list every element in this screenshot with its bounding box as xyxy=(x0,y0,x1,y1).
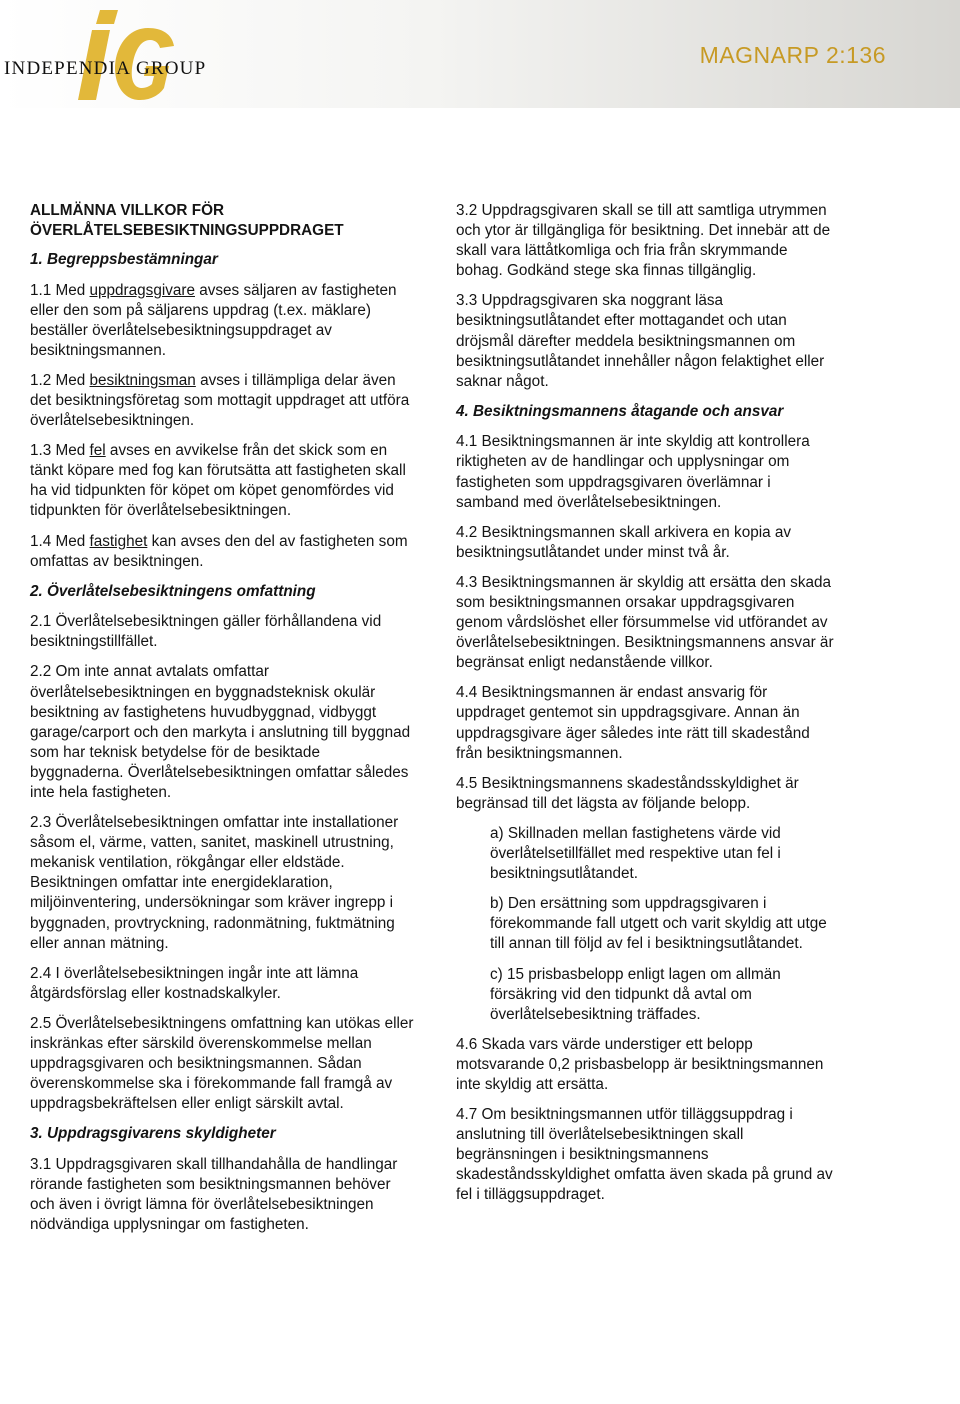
paragraph-4-2: 4.2 Besiktningsmannen skall arkivera en kopia av besiktningsutlåtandet under minst två år. xyxy=(456,523,792,561)
section-2-heading: 2. Överlåtelsebesiktningens omfattning xyxy=(30,582,316,600)
term-fel: fel xyxy=(89,442,106,460)
paragraph-2-5: 2.5 Överlåtelsebesiktningens omfattning kan utökas eller inskränkas efter särskild överenskommelse mellan uppdragsgivaren och besiktningsmannen. Sådan överenskommelse ska i förekommande fall framgå av uppdragsbekräftelsen eller enligt särskilt avtal. xyxy=(30,1014,414,1113)
paragraph-4-5-a: a) Skillnaden mellan fastighetens värde vid överlåtelsetillfället med respektive utan fel i besiktningsutlåtandet. xyxy=(490,824,781,883)
paragraph-4-6: 4.6 Skada vars värde understiger ett belopp motsvarande 0,2 prisbasbelopp är besiktningsmannen inte skyldig att ersätta. xyxy=(456,1035,824,1093)
term-fastighet: fastighet xyxy=(89,532,148,550)
paragraph-2-4: 2.4 I överlåtelsebesiktningen ingår inte att lämna åtgärdsförslag eller kostnadskalkyler. xyxy=(30,964,359,1002)
section-1-heading: 1. Begreppsbestämningar xyxy=(30,251,218,268)
paragraph-1-1: 1.1 Med uppdragsgivare avses säljaren av fastigheten eller den som på säljarens uppdrag (t.ex. mäklare) beställer överlåtelsebesiktningsuppdraget av besiktningsmannen. xyxy=(30,281,397,359)
right-column xyxy=(456,201,836,1216)
paragraph-4-5-b: b) Den ersättning som uppdragsgivaren i förekommande fall utgett och varit skyldig att utge till annan till följd av fel i besiktningsutlåtandet. xyxy=(490,895,827,953)
paragraph-1-4: 1.4 Med fastighet kan avses den del av fastigheten som omfattas av besiktningen. xyxy=(30,532,408,570)
paragraph-4-7: 4.7 Om besiktningsmannen utför tilläggsuppdrag i anslutning till överlåtelsebesiktningen skall begränsningen i besiktningsmannens skadeståndsskyldighet omfatta även skada på grund av fel i tilläggsuppdraget. xyxy=(456,1106,833,1204)
term-besiktningsman: besiktningsman xyxy=(89,371,196,389)
page-header xyxy=(0,0,960,110)
paragraph-3-2: 3.2 Uppdragsgivaren skall se till att samtliga utrymmen och ytor är tillgängliga för besiktning. Det innebär att de skall vara lättåtkomliga och fria från skrymmande bohag. Godkänd stege ska finnas tillgänglig. xyxy=(456,202,831,280)
title-line-2: ÖVERLÅTELSEBESIKTNINGSUPPDRAGET xyxy=(30,221,344,239)
paragraph-1-3: 1.3 Med fel avses en avvikelse från det skick som en tänkt köpare med fog kan förutsätta att fastigheten skall ha vid tidpunkten för köpet om köpet genomfördes vid tidpunkten för överlåtelsebesiktningen. xyxy=(30,442,406,520)
paragraph-3-1: 3.1 Uppdragsgivaren skall tillhandahålla de handlingar rörande fastigheten som besiktningsmannen behöver och även i övrigt lämna för överlåtelsebesiktningen nödvändiga upplysningar om fastigheten. xyxy=(30,1155,398,1234)
section-4-heading: 4. Besiktningsmannens åtagande och ansvar xyxy=(456,402,784,420)
ig-logo-icon xyxy=(56,6,184,104)
brand-name: INDEPENDIA GROUP xyxy=(4,58,207,79)
paragraph-4-3: 4.3 Besiktningsmannen är skyldig att ersätta den skada som besiktningsmannen orsakar uppdragsgivaren genom vårdslöshet eller försummelse vid utförandet av överlåtelsebesiktningen. Besiktningsmannens ansvar är begränsat enligt nedanstående villkor. xyxy=(456,573,834,672)
paragraph-3-3: 3.3 Uppdragsgivaren ska noggrant läsa besiktningsutlåtandet efter mottagandet och utan dröjsmål därefter meddela besiktningsmannen om besiktningsutlåtandet innehåller någon felaktighet eller saknar något. xyxy=(456,292,825,390)
paragraph-4-5: 4.5 Besiktningsmannens skadeståndsskyldighet är begränsad till det lägsta av följande belopp. xyxy=(456,774,799,812)
paragraph-4-1: 4.1 Besiktningsmannen är inte skyldig att kontrollera riktigheten av de handlingar och upplysningar om fastigheten som uppdragsgivaren överlämnar i samband med överlåtelsebesiktningen. xyxy=(456,433,810,511)
paragraph-2-3: 2.3 Överlåtelsebesiktningen omfattar inte installationer såsom el, värme, vatten, sanitet, maskinell utrustning, mekanisk ventilation, rökgångar eller eldstäde. Besiktningen omfattar inte energideklaration, miljöinventering, undersökningar som kräver ingrepp i byggnaden, provtryckning, radonmätning, fuktmätning eller annan mätning. xyxy=(30,814,399,952)
paragraph-2-1: 2.1 Överlåtelsebesiktningen gäller förhållandena vid besiktningstillfället. xyxy=(30,613,382,651)
paragraph-2-2: 2.2 Om inte annat avtalats omfattar överlåtelsebesiktningen en byggnadsteknisk okulär besiktning av fastighetens huvudbyggnad, vidbyggt garage/carport och den markyta i anslutning till byggnad som har teknisk betydelse för de besiktade byggnaderna. Överlåtelsebesiktningen omfattar således inte hela fastigheten. xyxy=(30,663,411,801)
title-line-1: ALLMÄNNA VILLKOR FÖR xyxy=(30,202,225,219)
paragraph-4-5-c: c) 15 prisbasbelopp enligt lagen om allmän försäkring vid den tidpunkt då avtal om överlåtelsebesiktning träffades. xyxy=(490,965,781,1023)
paragraph-4-4: 4.4 Besiktningsmannen är endast ansvarig för uppdraget gentemot sin uppdragsgivare. Annan än uppdragsgivare äger således inte rätt till skadestånd från besiktningsmannen. xyxy=(456,684,810,762)
term-uppdragsgivare: uppdragsgivare xyxy=(89,281,195,299)
page-title xyxy=(30,201,415,240)
paragraph-1-2: 1.2 Med besiktningsman avses i tillämpliga delar även det besiktningsföretag som mottagit uppdraget att utföra överlåtelsebesiktningen. xyxy=(30,371,410,430)
section-3-heading: 3. Uppdragsgivarens skyldigheter xyxy=(30,1125,276,1143)
document-title: MAGNARP 2:136 xyxy=(699,42,886,68)
left-column xyxy=(30,201,415,1245)
